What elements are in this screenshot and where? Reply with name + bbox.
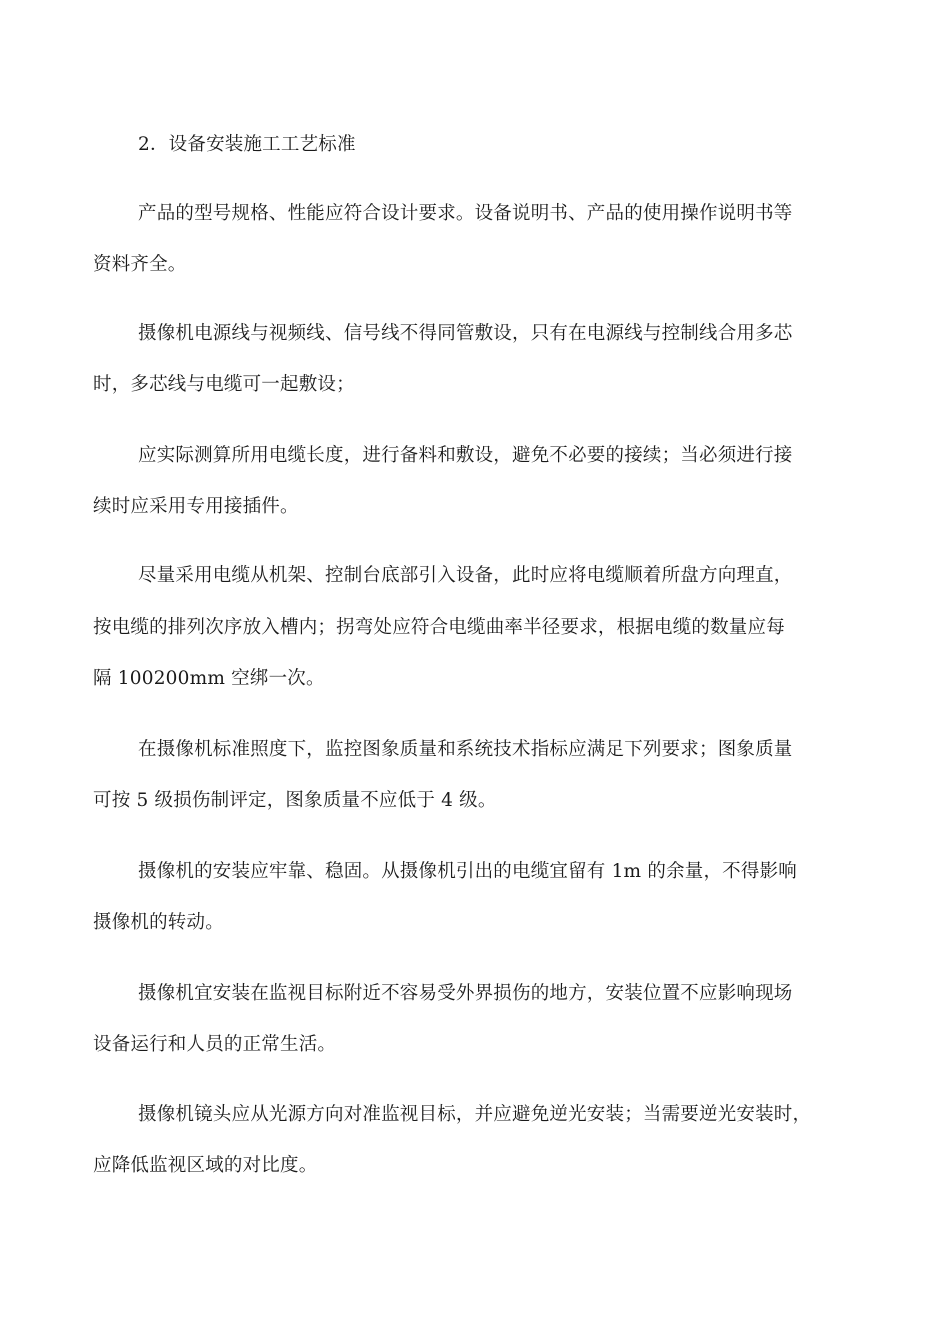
paragraph-line: 应降低监视区域的对比度。 [93,1155,318,1176]
paragraph-line: 摄像机电源线与视频线、信号线不得同管敷设，只有在电源线与控制线合用多芯 [138,323,793,344]
paragraph-line: 资料齐全。 [93,254,187,275]
paragraph-line: 摄像机的转动。 [93,912,224,933]
paragraph-line: 可按 5 级损伤制评定，图象质量不应低于 4 级。 [93,790,497,811]
paragraph-line: 在摄像机标准照度下，监控图象质量和系统技术指标应满足下列要求；图象质量 [138,739,793,760]
paragraph-line: 时，多芯线与电缆可一起敷设； [93,374,355,395]
paragraph-line: 摄像机镜头应从光源方向对准监视目标，并应避免逆光安装；当需要逆光安装时， [138,1104,812,1125]
paragraph-line: 应实际测算所用电缆长度，进行备料和敷设，避免不必要的接续；当必须进行接 [138,445,793,466]
paragraph-line: 产品的型号规格、性能应符合设计要求。设备说明书、产品的使用操作说明书等 [138,203,793,224]
paragraph-line: 续时应采用专用接插件。 [93,496,299,517]
section-heading: 2．设备安装施工工艺标准 [138,134,356,155]
paragraph-line: 设备运行和人员的正常生活。 [93,1034,337,1055]
paragraph-line: 尽量采用电缆从机架、控制台底部引入设备，此时应将电缆顺着所盘方向理直， [138,565,793,586]
paragraph-line: 按电缆的排列次序放入槽内；拐弯处应符合电缆曲率半径要求，根据电缆的数量应每 [93,617,785,638]
paragraph-line: 摄像机的安装应牢靠、稳固。从摄像机引出的电缆宜留有 1m 的余量，不得影响 [138,861,797,882]
paragraph-line: 摄像机宜安装在监视目标附近不容易受外界损伤的地方，安装位置不应影响现场 [138,983,793,1004]
paragraph-line: 隔 100200mm 空绑一次。 [93,668,325,689]
